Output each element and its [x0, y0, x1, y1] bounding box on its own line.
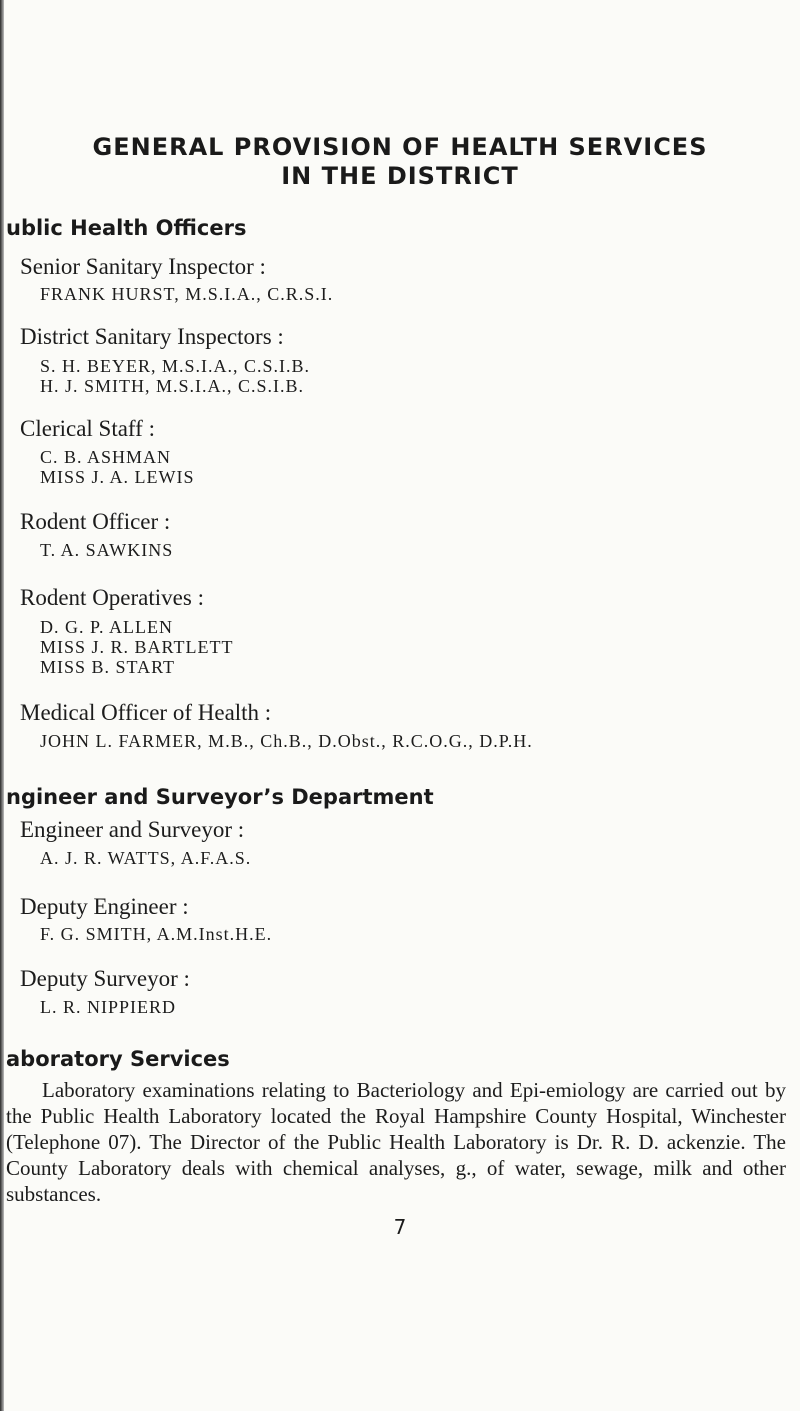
- deputy-engineer-name: F. G. SMITH, A.M.Inst.H.E.: [40, 924, 273, 944]
- district-inspectors-role: District Sanitary Inspectors :: [20, 324, 284, 349]
- deputy-surveyor-role: Deputy Surveyor :: [20, 966, 190, 991]
- district-inspector-name: S. H. BEYER, M.S.I.A., C.S.I.B.: [40, 356, 311, 376]
- page-title-line-1: GENERAL PROVISION OF HEALTH SERVICES: [92, 133, 708, 161]
- moh-name: JOHN L. FARMER, M.B., Ch.B., D.Obst., R.C.O.G., D.P.H.: [40, 731, 533, 751]
- rodent-operative-name: MISS B. START: [40, 657, 176, 677]
- clerical-staff-role: Clerical Staff :: [20, 416, 155, 441]
- moh-role: Medical Officer of Health :: [20, 700, 272, 725]
- page-spine: [0, 0, 4, 1411]
- engineer-name: A. J. R. WATTS, A.F.A.S.: [40, 848, 252, 868]
- engineer-role: Engineer and Surveyor :: [20, 817, 245, 842]
- engineer-heading: ngineer and Surveyor’s Department: [6, 785, 434, 809]
- laboratory-paragraph-text: Laboratory examinations relating to Bacteriology and Epi-emiology are carried out by the Public Health Laboratory located the Royal Hampshire County Hospital, Winchester (Telephone 07). The Director of the Public Health Laboratory is Dr. R. D. ackenzie. The County Laboratory deals with chemical analyses, g., of water, sewage, milk and other substances.: [6, 1078, 786, 1206]
- clerical-staff-name: MISS J. A. LEWIS: [40, 467, 195, 487]
- rodent-officer-name: T. A. SAWKINS: [40, 540, 174, 560]
- district-inspector-name: H. J. SMITH, M.S.I.A., C.S.I.B.: [40, 376, 305, 396]
- deputy-surveyor-name: L. R. NIPPIERD: [40, 997, 177, 1017]
- laboratory-paragraph: [6, 1077, 786, 1207]
- rodent-operative-name: MISS J. R. BARTLETT: [40, 637, 234, 657]
- clerical-staff-name: C. B. ASHMAN: [40, 447, 172, 467]
- senior-inspector-role: Senior Sanitary Inspector :: [20, 254, 266, 279]
- page-number: 7: [393, 1215, 407, 1239]
- public-health-heading: ublic Health Officers: [6, 216, 247, 240]
- rodent-operatives-role: Rodent Operatives :: [20, 585, 204, 610]
- page-title-line-2: IN THE DISTRICT: [281, 162, 519, 190]
- laboratory-heading: aboratory Services: [6, 1047, 230, 1071]
- senior-inspector-name: FRANK HURST, M.S.I.A., C.R.S.I.: [40, 284, 334, 304]
- deputy-engineer-role: Deputy Engineer :: [20, 894, 189, 919]
- rodent-officer-role: Rodent Officer :: [20, 509, 171, 534]
- rodent-operative-name: D. G. P. ALLEN: [40, 617, 174, 637]
